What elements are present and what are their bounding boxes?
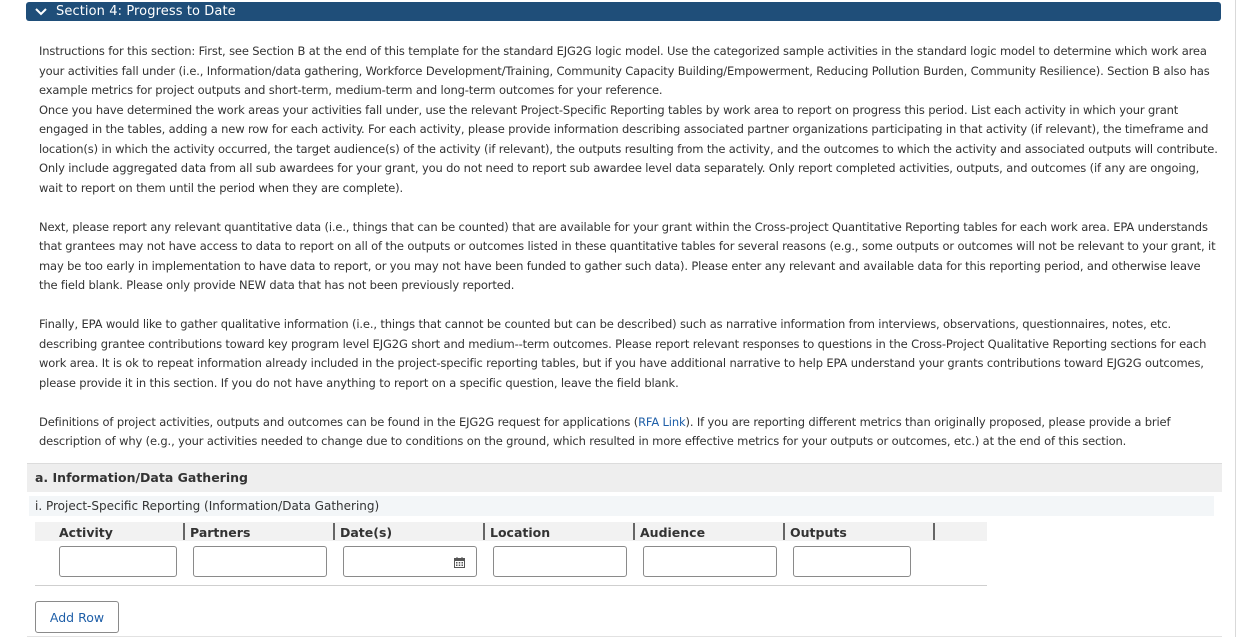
- column-header-partners: Partners: [183, 523, 250, 540]
- definitions-text-start: Definitions of project activities, outputs and outcomes can be found in the EJG2G request for applications (: [39, 414, 639, 429]
- activity-input[interactable]: [59, 546, 177, 577]
- instructions-paragraph-3: Next, please report any relevant quantitative data (i.e., things that can be counted) that are available for your grant within the Cross-project Quantitative Reporting tables for each work area. EPA understands that grantees may not have access to data to report on all of the outputs or outcomes listed in these quantitative tables for several reasons (e.g., some outputs or outcomes will not be relevant to your grant, it may be too early in implementation to have data to report, or you may not have been funded to gather such data). Please enter any relevant and available data for this reporting period, and otherwise leave the field blank. Please only provide NEW data that has not been previously reported.: [39, 219, 1216, 292]
- dates-input[interactable]: [343, 546, 477, 577]
- rfa-link[interactable]: RFA Link: [638, 414, 686, 429]
- section-header[interactable]: [26, 2, 1221, 21]
- section-title: Section 4: Progress to Date: [56, 4, 236, 19]
- subsection-a-header: [27, 463, 1222, 492]
- column-header-location: Location: [483, 523, 550, 540]
- project-specific-table: [35, 522, 987, 586]
- partners-input[interactable]: [193, 546, 327, 577]
- instructions-paragraph-1: Instructions for this section: First, see Section B at the end of this template for the standard EJG2G logic model. Use the categorized sample activities in the standard logic model to determine which work area your activities fall under (i.e., Information/data gathering, Workforce Development/Training, Community Capacity Building/Empowerment, Reducing Pollution Burden, Community Resilience). Section B also has example metrics for project outputs and short-term, medium-term and long-term outcomes for your reference.: [39, 44, 1210, 97]
- chevron-down-icon[interactable]: [30, 2, 52, 21]
- calendar-icon[interactable]: [454, 557, 465, 568]
- subsection-i-header: [29, 496, 1214, 516]
- subsection-i-title: i. Project-Specific Reporting (Information/Data Gathering): [35, 499, 380, 513]
- location-input[interactable]: [493, 546, 627, 577]
- instructions-paragraph-2: Once you have determined the work areas your activities fall under, use the relevant Project-Specific Reporting tables by work area to report on progress this period. List each activity in which your grant engaged in the tables, adding a new row for each activity. For each activity, please provide information describing associated partner organizations participating in that activity (if relevant), the timeframe and location(s) in which the activity occurred, the target audience(s) of the activity (if relevant), the outputs resulting from the activity, and the outcomes to which the activity and associated outputs will contribute. Only include aggregated data from all sub awardees for your grant, you do not need to report sub awardee level data separately. Only report completed activities, outputs, and outcomes (if any are ongoing, wait to report on them until the period when they are complete).: [39, 102, 1218, 195]
- panel-right-border: [1235, 0, 1236, 637]
- audience-input[interactable]: [643, 546, 777, 577]
- column-header-outputs: Outputs: [783, 523, 847, 540]
- outputs-input[interactable]: [793, 546, 911, 577]
- column-header-audience: Audience: [633, 523, 705, 540]
- column-separator: [933, 523, 935, 540]
- add-row-button[interactable]: Add Row: [35, 601, 119, 633]
- table-header: [35, 522, 987, 541]
- instructions-paragraph-4: Finally, EPA would like to gather qualitative information (i.e., things that cannot be counted but can be described) such as narrative information from interviews, observations, questionnaires, notes, etc. describing grantee contributions toward key program level EJG2G short and medium--term outcomes. Please report relevant responses to questions in the Cross-Project Qualitative Reporting sections for each work area. It is ok to repeat information already included in the project-specific reporting tables, but if you have additional narrative to help EPA understand your grants contributions toward EJG2G outcomes, please provide it in this section. If you do not have anything to report on a specific question, leave the field blank.: [39, 317, 1207, 390]
- column-header-activity: Activity: [59, 525, 113, 540]
- instructions-paragraph-5: [39, 413, 1219, 452]
- column-header-dates: Date(s): [333, 523, 392, 540]
- instructions-block: [39, 42, 1219, 471]
- subsection-a-title: a. Information/Data Gathering: [35, 470, 248, 485]
- definitions-text-end: ). If you are reporting different metrics than originally proposed, please provide a brief description of why (e.g., your activities needed to change due to conditions on the ground, which resulted in more effective metrics for your outputs or outcomes, etc.) at the end of this section.: [39, 414, 1171, 448]
